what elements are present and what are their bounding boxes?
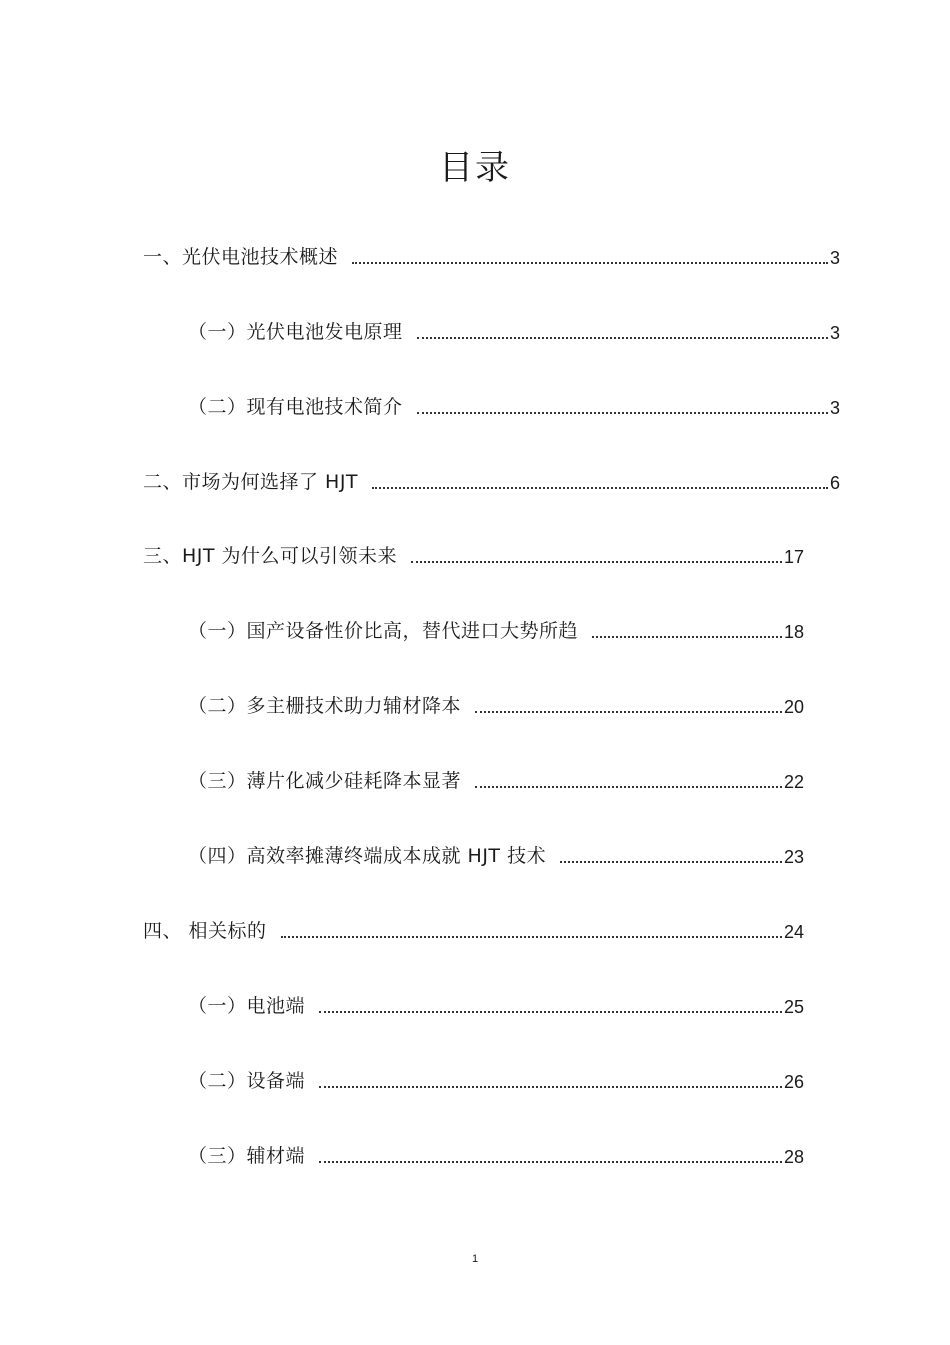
- toc-entry-page: 17: [783, 547, 804, 567]
- toc-entry-label: 一、光伏电池技术概述: [143, 246, 339, 268]
- dot-leader: [352, 262, 828, 264]
- dot-leader: [560, 861, 782, 863]
- toc-entry-label: （三）辅材端: [188, 1145, 306, 1167]
- dot-leader: [281, 936, 782, 938]
- page-title: 目录: [439, 148, 511, 188]
- toc-entry-label: 三、HJT 为什么可以引领未来: [143, 545, 398, 567]
- toc-entry-page: 3: [829, 248, 840, 268]
- dot-leader: [417, 337, 828, 339]
- dot-leader: [411, 561, 782, 563]
- toc-entry-page: 18: [783, 622, 804, 642]
- toc-entry[interactable]: [188, 1142, 804, 1168]
- toc-entry-label: （四）高效率摊薄终端成本成就 HJT 技术: [188, 845, 547, 867]
- toc-entry-page: 23: [783, 847, 804, 867]
- dot-leader: [417, 412, 828, 414]
- toc-entry-page: 22: [783, 772, 804, 792]
- toc-entry[interactable]: [188, 393, 840, 419]
- toc-entry[interactable]: [188, 692, 804, 718]
- toc-entry-page: 26: [783, 1072, 804, 1092]
- toc-entry[interactable]: [143, 243, 840, 269]
- toc-entry[interactable]: [188, 767, 804, 793]
- dot-leader: [372, 487, 828, 489]
- toc-entry[interactable]: [143, 542, 804, 568]
- toc-entry-page: 25: [783, 997, 804, 1017]
- page-number: 1: [471, 1253, 479, 1265]
- toc-entry-page: 3: [829, 398, 840, 418]
- toc-entry-page: 24: [783, 922, 804, 942]
- toc-entry[interactable]: [143, 917, 804, 943]
- dot-leader: [475, 711, 782, 713]
- toc-entry-label: （二）多主栅技术助力辅材降本: [188, 695, 462, 717]
- toc-entry-label: （二）设备端: [188, 1070, 306, 1092]
- toc-entry-page: 20: [783, 697, 804, 717]
- dot-leader: [319, 1011, 782, 1013]
- toc-entry-label: 四、 相关标的: [143, 920, 267, 942]
- toc-entry[interactable]: [188, 318, 840, 344]
- toc-entry-label: （三）薄片化减少硅耗降本显著: [188, 770, 462, 792]
- dot-leader: [592, 636, 782, 638]
- toc-entry[interactable]: [188, 842, 804, 868]
- toc-entry[interactable]: [188, 992, 804, 1018]
- toc-entry-label: （一）电池端: [188, 995, 306, 1017]
- toc-entry[interactable]: [188, 617, 804, 643]
- toc-entry-page: 6: [829, 473, 840, 493]
- toc-entry-label: （一）国产设备性价比高，替代进口大势所趋: [188, 620, 579, 642]
- toc-entry-page: 28: [783, 1147, 804, 1167]
- dot-leader: [475, 786, 782, 788]
- toc-entry[interactable]: [188, 1067, 804, 1093]
- toc-entry-label: 二、市场为何选择了 HJT: [143, 471, 359, 493]
- dot-leader: [319, 1161, 782, 1163]
- toc-entry[interactable]: [143, 468, 840, 494]
- toc-entry-page: 3: [829, 323, 840, 343]
- dot-leader: [319, 1086, 782, 1088]
- toc-entry-label: （二）现有电池技术简介: [188, 396, 403, 418]
- toc-entry-label: （一）光伏电池发电原理: [188, 321, 403, 343]
